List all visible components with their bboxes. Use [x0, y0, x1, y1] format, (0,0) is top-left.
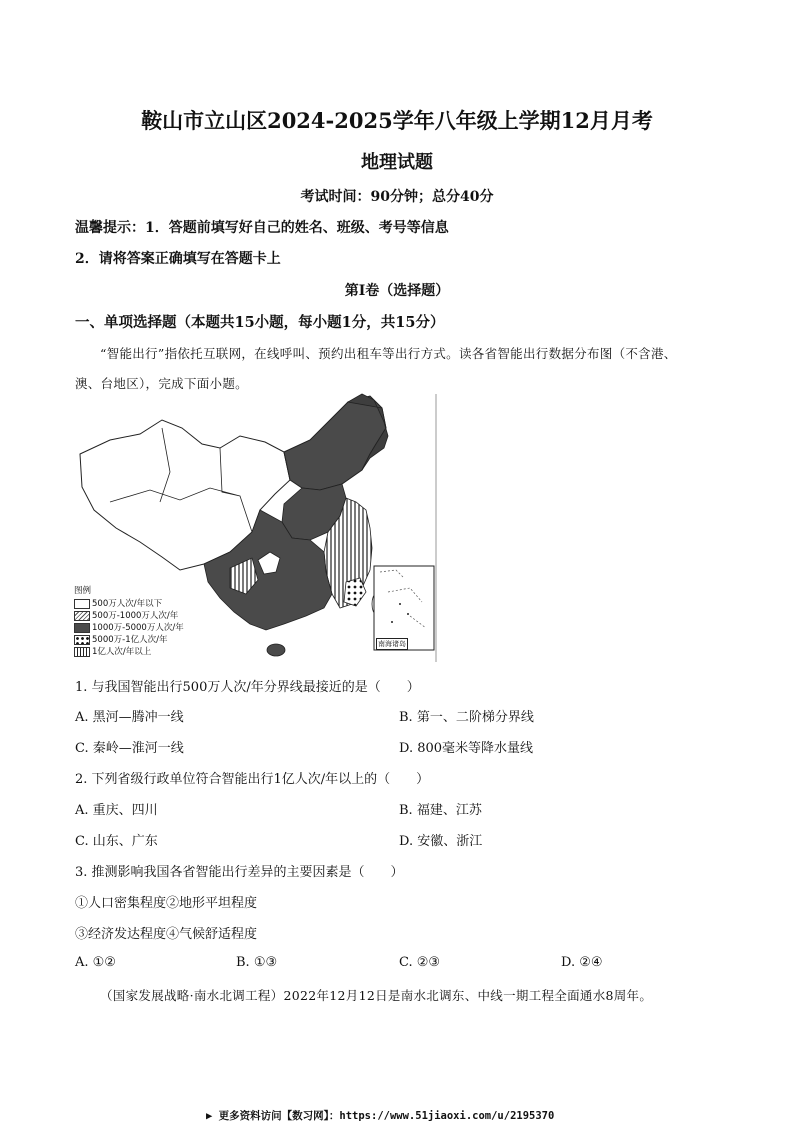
legend-item-1: 500万人次/年以下 [74, 597, 162, 609]
question-3-statement-2: ③经济发达程度④气候舒适程度 [75, 927, 258, 942]
legend-item-4: 5000万-1亿人次/年 [74, 633, 167, 645]
legend-swatch-white [74, 599, 90, 609]
question-1-option-b: B. 第一、二阶梯分界线 [399, 710, 534, 725]
legend-item-2: 500万-1000万人次/年 [74, 609, 178, 621]
volume-title: 第Ⅰ卷（选择题） [344, 283, 450, 299]
legend-swatch-vertical [74, 647, 90, 657]
legend-swatch-dark [74, 623, 90, 633]
inset-label: 南海诸岛 [378, 640, 406, 648]
footer-link[interactable]: ▶ 更多资料访问【数习网】：https://www.51jiaoxi.com/u/2195370 [206, 1110, 555, 1122]
question-2-option-d: D. 安徽、浙江 [399, 834, 483, 849]
question-2-stem: 2. 下列省级行政单位符合智能出行1亿人次/年以上的（ ） [75, 772, 430, 787]
question-1-option-c: C. 秦岭—淮河一线 [75, 741, 184, 756]
china-travel-map [70, 392, 438, 664]
legend-item-5: 1亿人次/年以上 [74, 645, 151, 657]
question-3-option-d: D. ②④ [561, 955, 603, 970]
tip-line-1: 温馨提示：1．答题前填写好自己的姓名、班级、考号等信息 [75, 220, 449, 236]
legend-item-3: 1000万-5000万人次/年 [74, 621, 184, 633]
part-title: 一、单项选择题（本题共15小题，每小题1分，共15分） [75, 314, 445, 331]
page-title: 鞍山市立山区2024-2025学年八年级上学期12月月考 [141, 108, 653, 133]
question-3-option-c: C. ②③ [399, 955, 441, 970]
exam-info: 考试时间：90分钟；总分40分 [300, 189, 494, 205]
intro-line-1: “智能出行”指依托互联网，在线呼叫、预约出租车等出行方式。读各省智能出行数据分布图（不含港、 [100, 346, 677, 361]
question-2-option-a: A. 重庆、四川 [75, 803, 158, 818]
intro-line-2: 澳、台地区），完成下面小题。 [75, 376, 248, 391]
question-3-statement-1: ①人口密集程度②地形平坦程度 [75, 896, 258, 911]
tip-line-2: 2．请将答案正确填写在答题卡上 [75, 251, 281, 267]
question-3-stem: 3. 推测影响我国各省智能出行差异的主要因素是（ ） [75, 865, 404, 880]
subject-title: 地理试题 [361, 152, 433, 173]
question-1-option-d: D. 800毫米等降水量线 [399, 741, 534, 756]
question-3-option-b: B. ①③ [236, 955, 278, 970]
question-1-stem: 1. 与我国智能出行500万人次/年分界线最接近的是（ ） [75, 680, 420, 695]
question-2-option-b: B. 福建、江苏 [399, 803, 482, 818]
question-2-option-c: C. 山东、广东 [75, 834, 158, 849]
legend-title: 图例 [74, 586, 92, 596]
north-dark-region [284, 396, 386, 490]
legend-swatch-dots [74, 635, 90, 645]
question-1-option-a: A. 黑河—腾冲一线 [75, 710, 184, 725]
question-3-option-a: A. ①② [75, 955, 116, 970]
legend-swatch-diagonal [74, 611, 90, 621]
next-passage-intro: （国家发展战略·南水北调工程）2022年12月12日是南水北调东、中线一期工程全面通水8周年。 [100, 988, 653, 1003]
